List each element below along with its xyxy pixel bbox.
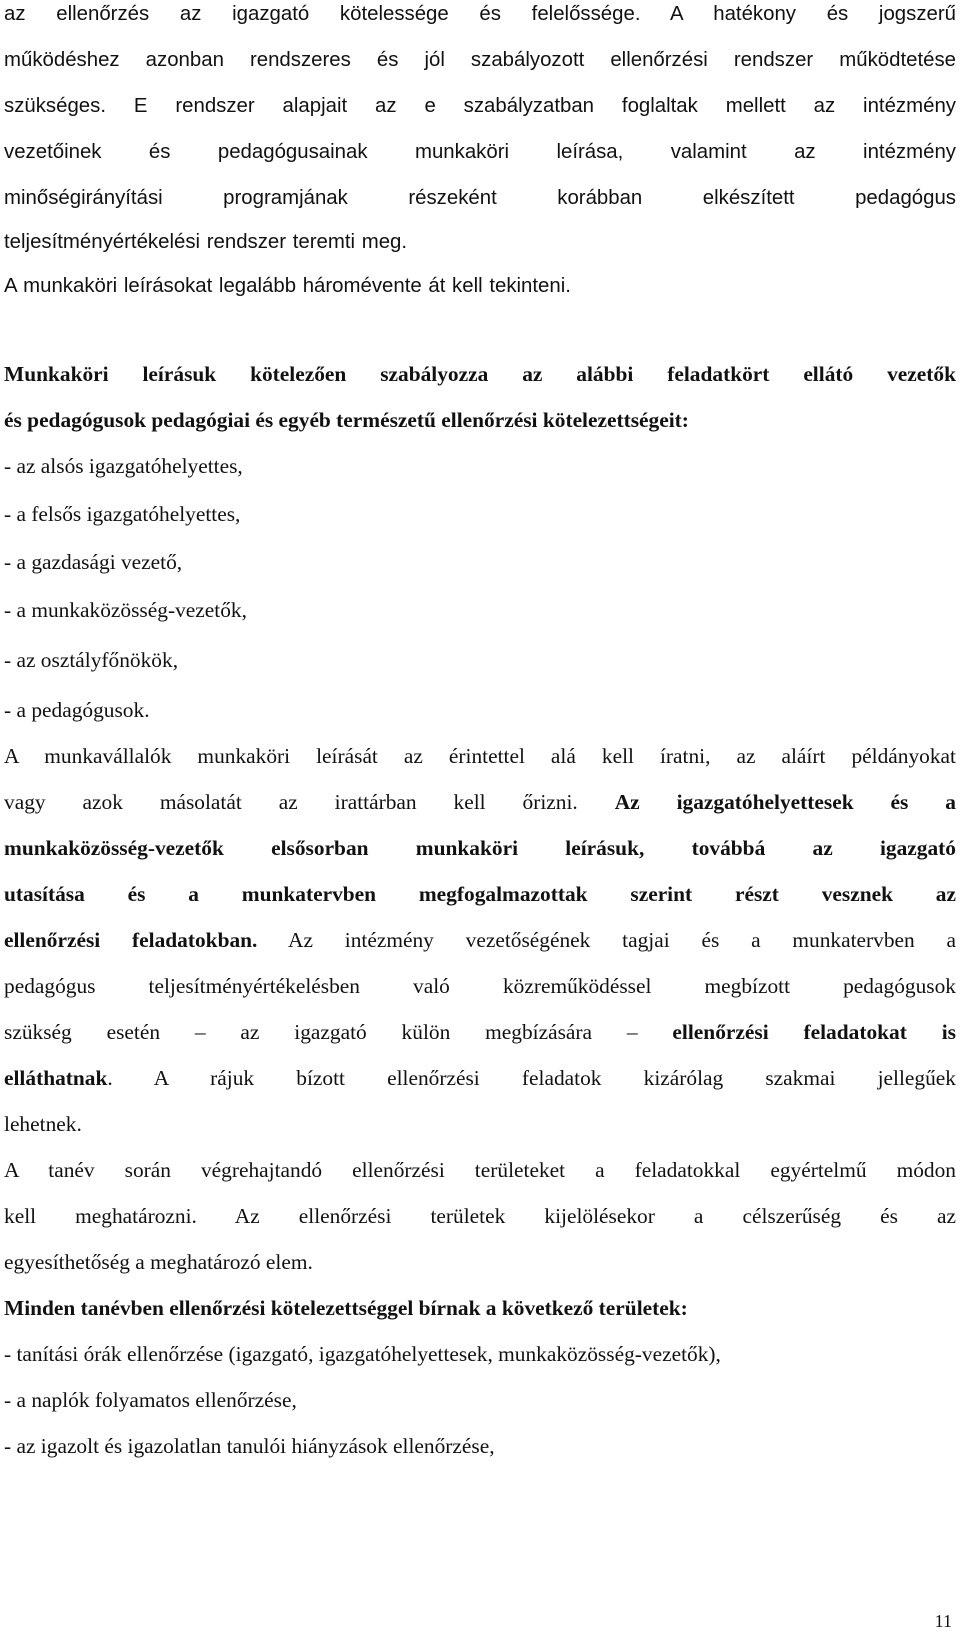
- list-item: - az alsós igazgatóhelyettes,: [4, 454, 243, 478]
- intro-line: vezetőinek és pedagógusainak munkaköri leírása, valamint az intézmény: [4, 141, 956, 163]
- intro-line: az ellenőrzés az igazgató kötelessége és felelőssége. A hatékony és jogszerű: [4, 3, 956, 25]
- list-item: - a naplók folyamatos ellenőrzése,: [4, 1388, 297, 1412]
- paragraph-line: pedagógus teljesítményértékelésben való közreműködéssel megbízott pedagógusok: [4, 974, 956, 998]
- intro-line: teljesítményértékelési rendszer teremti meg.: [4, 231, 408, 253]
- bold-run: elláthatnak: [4, 1066, 108, 1090]
- list-item: - a gazdasági vezető,: [4, 550, 183, 574]
- bold-run: Az igazgatóhelyettesek és a: [614, 790, 956, 814]
- text-run: szükség esetén – az igazgató külön megbízására –: [4, 1020, 638, 1044]
- list-item: - az osztályfőnökök,: [4, 648, 179, 672]
- paragraph-line: munkaközösség-vezetők elsősorban munkaköri leírásuk, továbbá az igazgató: [4, 836, 956, 860]
- paragraph-line: egyesíthetőség a meghatározó elem.: [4, 1250, 313, 1274]
- bold-run: ellenőrzési feladatokat is: [672, 1020, 956, 1044]
- paragraph-line: [4, 930, 956, 951]
- paragraph-line: lehetnek.: [4, 1112, 82, 1136]
- intro-line: minőségirányítási programjának részeként korábban elkészített pedagógus: [4, 187, 956, 209]
- intro-line: A munkaköri leírásokat legalább háromévente át kell tekinteni.: [4, 275, 571, 297]
- paragraph-line: [4, 1022, 956, 1043]
- paragraph-line: [4, 1068, 956, 1089]
- text-run: Az intézmény vezetőségének tagjai és a munkatervben a: [288, 928, 957, 952]
- intro-line: szükséges. E rendszer alapjait az e szabályzatban foglaltak mellett az intézmény: [4, 95, 956, 117]
- list-item: - a munkaközösség-vezetők,: [4, 598, 247, 622]
- paragraph-line: A munkavállalók munkaköri leírását az érintettel alá kell íratni, az aláírt példányokat: [4, 744, 956, 768]
- page-number: 11: [934, 1611, 952, 1631]
- paragraph-line: [4, 792, 956, 813]
- list-item: - a felsős igazgatóhelyettes,: [4, 502, 241, 526]
- list-item: - a pedagógusok.: [4, 698, 150, 722]
- paragraph-line: A tanév során végrehajtandó ellenőrzési területeket a feladatokkal egyértelmű módon: [4, 1158, 956, 1182]
- text-run: . A rájuk bízott ellenőrzési feladatok kizárólag szakmai jellegűek: [107, 1066, 956, 1090]
- bold-run: ellenőrzési feladatokban.: [4, 928, 258, 952]
- text-run: vagy azok másolatát az irattárban kell őrizni.: [4, 790, 578, 814]
- heading-duties: és pedagógusok pedagógiai és egyéb természetű ellenőrzési kötelezettségeit:: [4, 408, 689, 432]
- paragraph-line: utasítása és a munkatervben megfogalmazottak szerint részt vesznek az: [4, 882, 956, 906]
- list-item: - tanítási órák ellenőrzése (igazgató, igazgatóhelyettesek, munkaközösség-vezetők),: [4, 1342, 721, 1366]
- list-item: - az igazolt és igazolatlan tanulói hiányzások ellenőrzése,: [4, 1434, 495, 1458]
- paragraph-line: kell meghatározni. Az ellenőrzési területek kijelölésekor a célszerűség és az: [4, 1204, 956, 1228]
- heading-duties: Munkaköri leírásuk kötelezően szabályozza az alábbi feladatkört ellátó vezetők: [4, 362, 956, 386]
- intro-line: működéshez azonban rendszeres és jól szabályozott ellenőrzési rendszer működtetése: [4, 49, 956, 71]
- heading-areas: Minden tanévben ellenőrzési kötelezettséggel bírnak a következő területek:: [4, 1296, 688, 1320]
